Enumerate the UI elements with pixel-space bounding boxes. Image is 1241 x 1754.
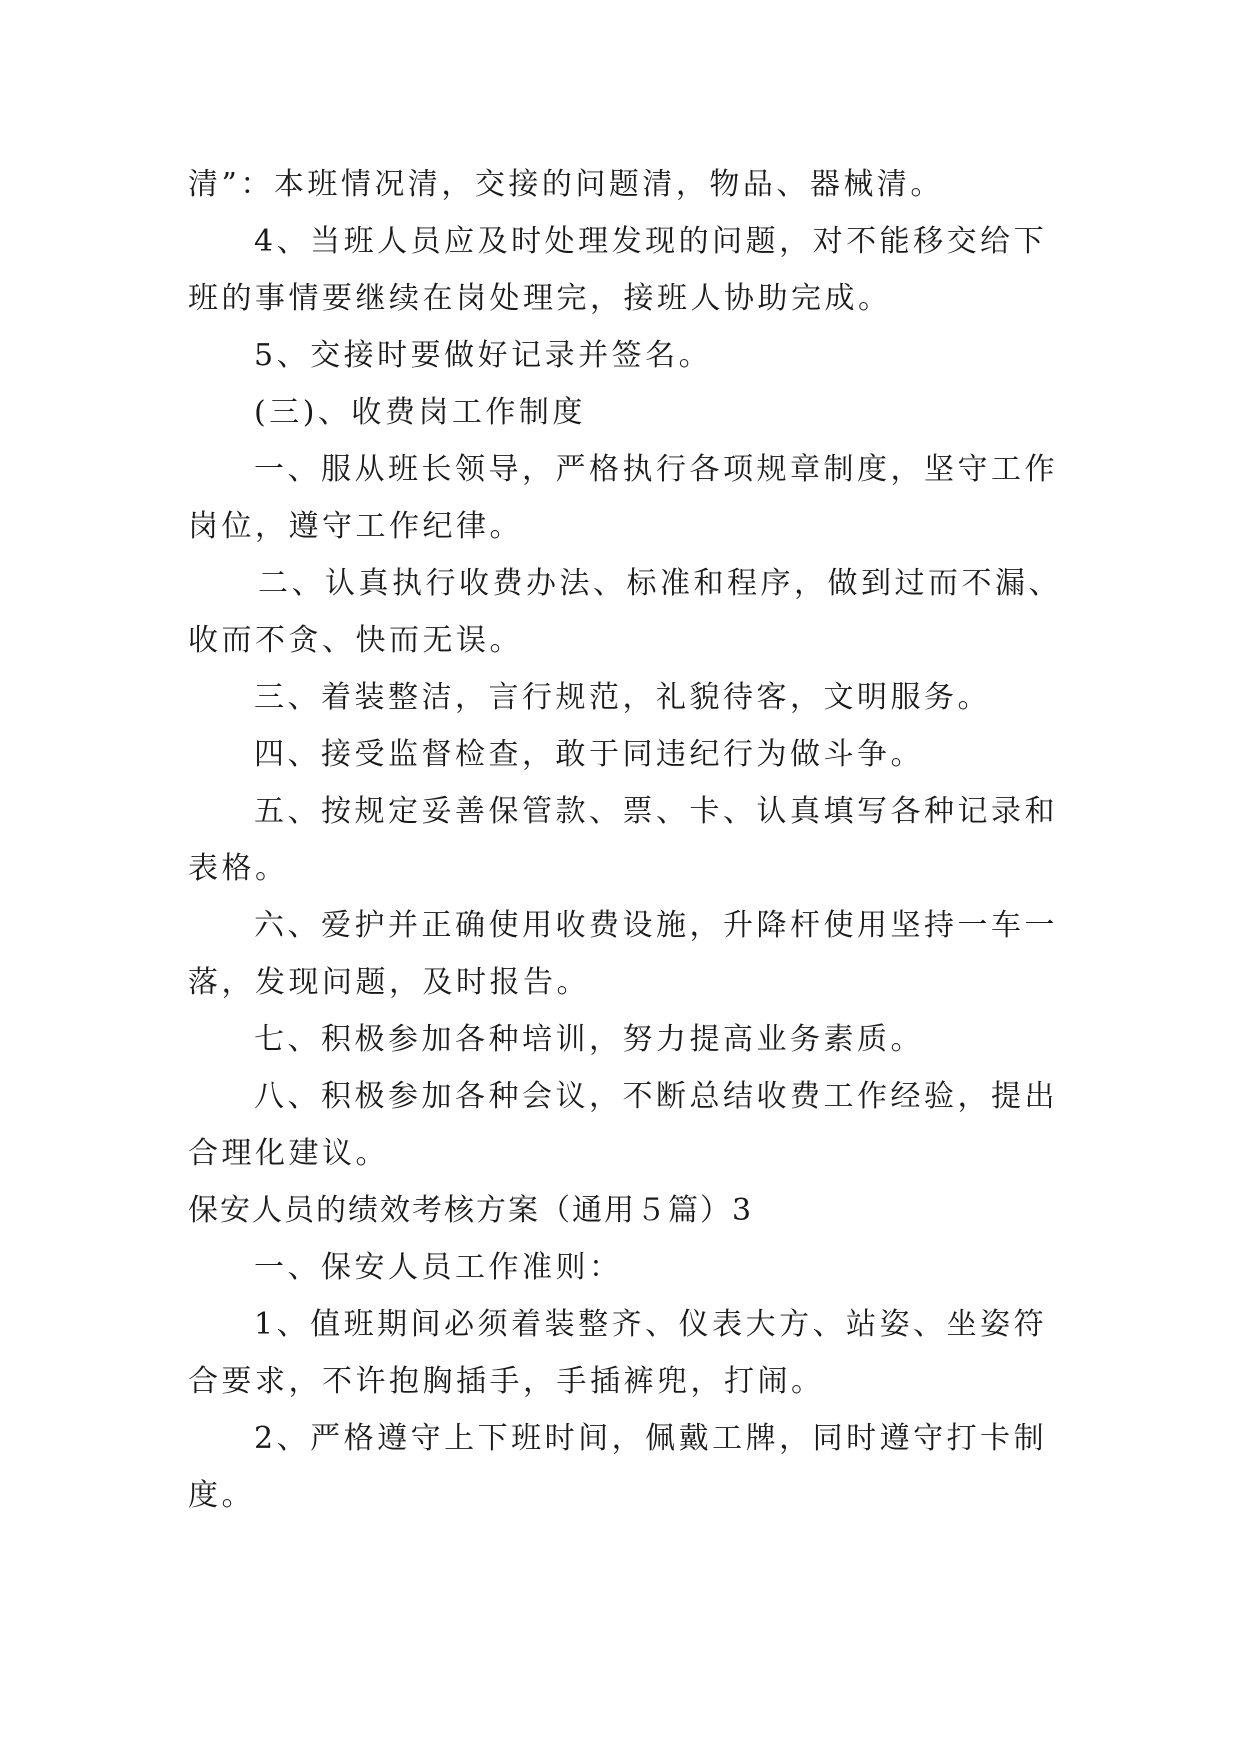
paragraph-line: 1、值班期间必须着装整齐、仪表大方、站姿、坐姿符 xyxy=(254,1307,1048,1342)
paragraph-line: 4、当班人员应及时处理发现的问题，对不能移交给下 xyxy=(254,224,1048,259)
paragraph-line: 五、按规定妥善保管款、票、卡、认真填写各种记录和 xyxy=(254,794,1058,829)
paragraph-line: 三、着装整洁，言行规范，礼貌待客，文明服务。 xyxy=(254,680,991,715)
paragraph-line: 2、严格遵守上下班时间，佩戴工牌，同时遵守打卡制 xyxy=(254,1421,1048,1456)
paragraph-line: 度。 xyxy=(188,1478,255,1513)
paragraph-line: 岗位，遵守工作纪律。 xyxy=(188,509,523,544)
paragraph-line: 合要求，不许抱胸插手，手插裤兜，打闹。 xyxy=(188,1364,825,1399)
paragraph-line: 收而不贪、快而无误。 xyxy=(188,623,523,658)
paragraph-line: 5、交接时要做好记录并签名。 xyxy=(254,338,713,373)
paragraph-line: 合理化建议。 xyxy=(188,1136,389,1171)
paragraph-line: 七、积极参加各种培训，努力提高业务素质。 xyxy=(254,1022,924,1057)
paragraph-line: 班的事情要继续在岗处理完，接班人协助完成。 xyxy=(188,281,892,316)
paragraph-line: 八、积极参加各种会议，不断总结收费工作经验，提出 xyxy=(254,1079,1058,1114)
paragraph-line: 二、认真执行收费办法、标准和程序，做到过而不漏、 xyxy=(258,566,1062,601)
paragraph-line: 表格。 xyxy=(188,851,289,886)
section-heading: 一、保安人员工作准则： xyxy=(254,1250,623,1285)
paragraph-line: 一、服从班长领导，严格执行各项规章制度，坚守工作 xyxy=(254,452,1058,487)
article-title: 保安人员的绩效考核方案（通用５篇）3 xyxy=(188,1193,754,1228)
paragraph-line: 六、爱护并正确使用收费设施，升降杆使用坚持一车一 xyxy=(254,908,1058,943)
paragraph-line: 四、接受监督检查，敢于同违纪行为做斗争。 xyxy=(254,737,924,772)
paragraph-line: 落，发现问题，及时报告。 xyxy=(188,965,590,1000)
section-heading: (三)、收费岗工作制度 xyxy=(254,395,586,430)
paragraph-line: 清”：本班情况清，交接的问题清，物品、器械清。 xyxy=(188,167,944,202)
